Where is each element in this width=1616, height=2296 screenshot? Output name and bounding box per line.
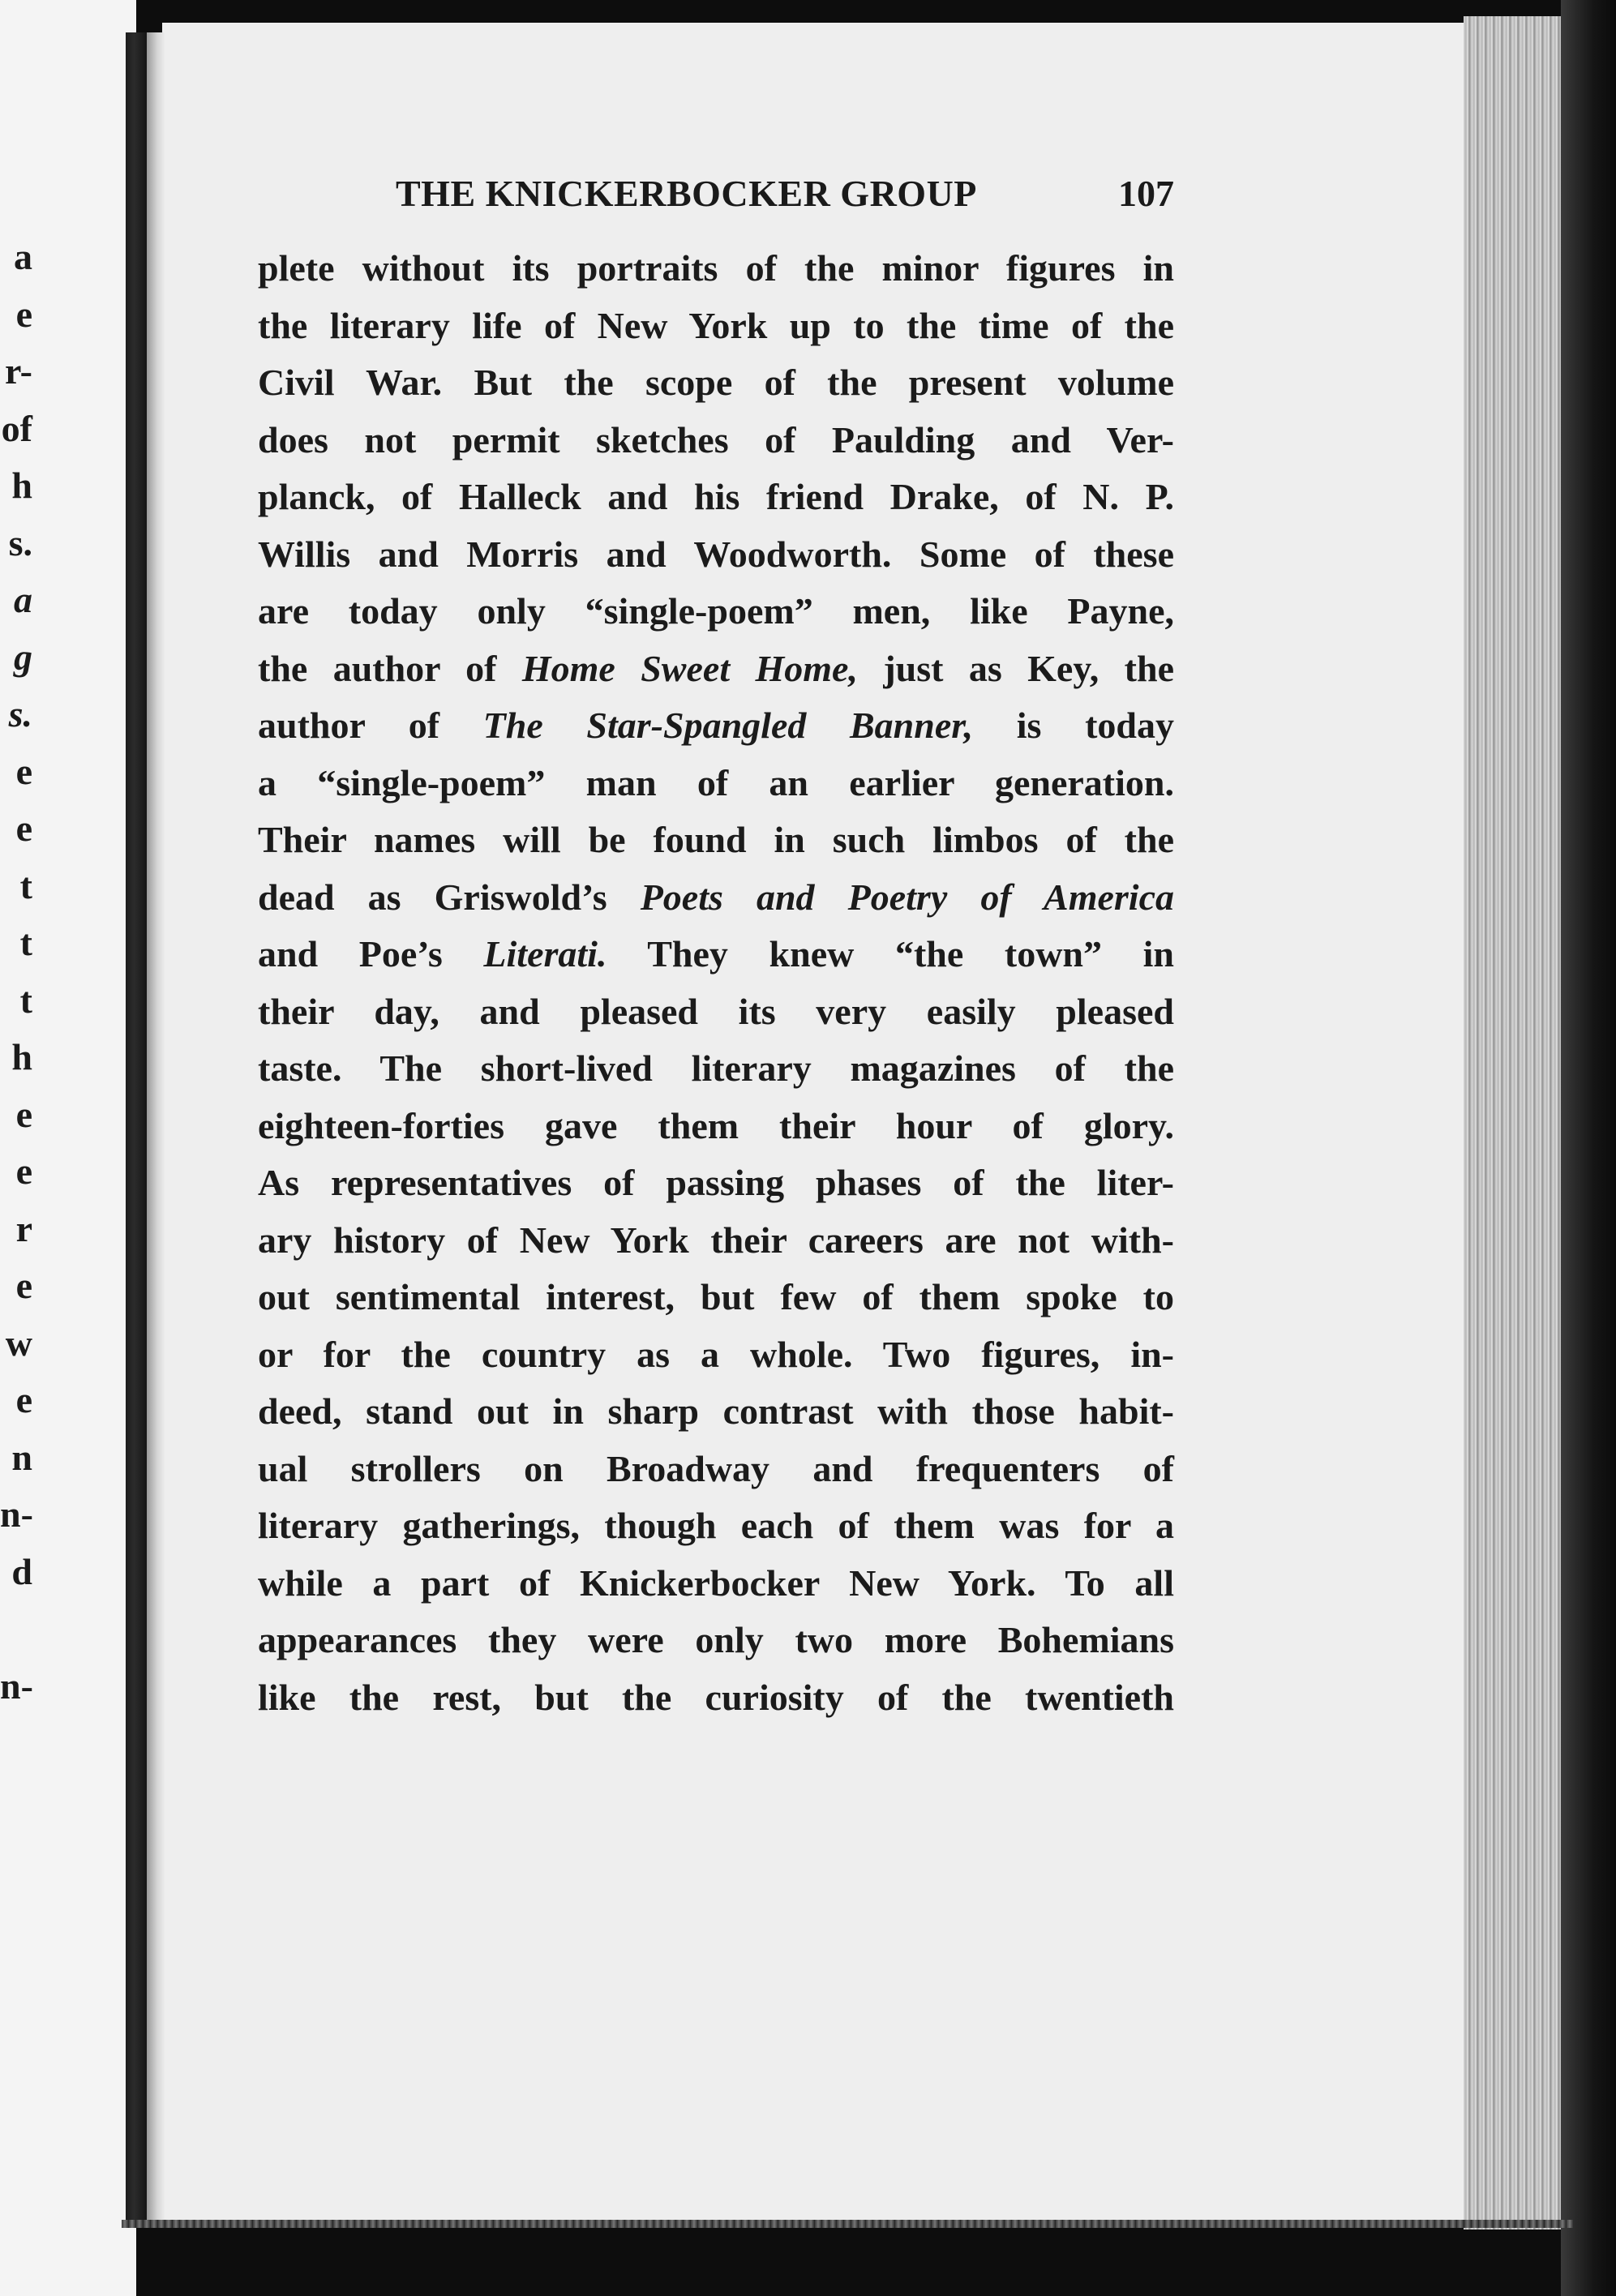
text-segment: ary history of New York their careers are not with- [258, 1219, 1174, 1261]
text-line [258, 1040, 1174, 1098]
text-line [258, 983, 1174, 1041]
left-page-fragment: g [14, 636, 32, 678]
text-segment: a “single-poem” man of an earlier generation. [258, 761, 1174, 803]
left-page-fragment: r- [4, 350, 32, 392]
text-line [258, 640, 1174, 698]
text-line [258, 1326, 1174, 1384]
page-number: 107 [1118, 173, 1174, 214]
text-segment: are today only “single-poem” men, like Payne, [258, 590, 1174, 632]
text-segment: As representatives of passing phases of the liter- [258, 1162, 1174, 1203]
left-facing-page [0, 0, 136, 2296]
text-line [258, 354, 1174, 412]
left-page-fragment: t [19, 979, 32, 1021]
left-page-fragment: n [11, 1436, 32, 1478]
text-segment: Civil War. But the scope of the present volume [258, 362, 1174, 403]
text-line [258, 1612, 1174, 1669]
text-segment: or for the country as a whole. Two figures, in- [258, 1333, 1174, 1375]
text-segment: the literary life of New York up to the time of the [258, 304, 1174, 346]
left-page-fragment: w [5, 1321, 32, 1364]
text-segment: out sentimental interest, but few of them spoke to [258, 1276, 1174, 1317]
book-cover-edge [1561, 0, 1616, 2296]
text-line [258, 1098, 1174, 1155]
text-line [258, 1555, 1174, 1613]
running-head [258, 172, 1174, 224]
text-line [258, 526, 1174, 584]
text-segment: while a part of Knickerbocker New York. To all [258, 1561, 1174, 1604]
text-segment: ual strollers on Broadway and frequenters of [258, 1447, 1174, 1489]
text-line [258, 1154, 1174, 1212]
text-line [258, 469, 1174, 526]
text-segment: author of [258, 705, 483, 746]
left-page-fragment: h [11, 1036, 32, 1077]
left-page-fragment: e [15, 1265, 32, 1306]
text-segment: literary gatherings, though each of them was for a [258, 1505, 1174, 1546]
running-head-title: THE KNICKERBOCKER GROUP [396, 173, 977, 214]
text-segment: deed, stand out in sharp contrast with those habit- [258, 1390, 1174, 1432]
left-page-fragment [0, 1600, 32, 1658]
text-segment: just as Key, the [857, 647, 1174, 689]
text-line [258, 812, 1174, 869]
left-page-fragment: e [15, 807, 32, 849]
left-page-fragment: s. [8, 693, 32, 735]
gutter-shadow [147, 32, 165, 2221]
text-segment: Willis and Morris and Woodworth. Some of these [258, 533, 1174, 575]
left-page-fragment: a [14, 579, 32, 620]
text-line [258, 869, 1174, 927]
text-segment: planck, of Halleck and his friend Drake, of N. P. [258, 476, 1174, 517]
text-segment: is today [973, 705, 1174, 746]
left-page-fragment: s. [8, 521, 32, 563]
left-page-line-fragments [0, 229, 32, 1715]
text-segment: plete without its portraits of the minor figures in [258, 247, 1174, 289]
left-page-fragment: of [1, 407, 32, 449]
text-line [258, 1441, 1174, 1498]
italic-title: Home Sweet Home, [521, 647, 858, 689]
text-line [258, 1497, 1174, 1555]
text-segment: They knew “the town” in [607, 933, 1174, 975]
left-page-fragment: d [11, 1550, 32, 1592]
text-segment: dead as Griswold’s [258, 876, 641, 918]
text-line [258, 1212, 1174, 1270]
left-page-fragment: r [15, 1207, 32, 1249]
binding-gutter [126, 32, 147, 2221]
italic-title: Literati. [483, 933, 607, 975]
left-page-fragment: e [15, 293, 32, 335]
text-segment: taste. The short-lived literary magazines of the [258, 1047, 1174, 1089]
left-page-fragment: a [14, 236, 32, 277]
text-segment: does not permit sketches of Paulding and Ver- [258, 418, 1174, 460]
left-page-fragment: h [11, 465, 32, 506]
page-edges [1464, 16, 1561, 2230]
body-text [258, 240, 1174, 1726]
text-line [258, 1383, 1174, 1441]
left-page-fragment: e [15, 1150, 32, 1192]
left-page-fragment: e [15, 750, 32, 792]
text-line [258, 697, 1174, 755]
text-segment: and Poe’s [258, 933, 484, 975]
left-page-fragment: e [15, 1379, 32, 1420]
text-segment: their day, and pleased its very easily pleased [258, 990, 1174, 1032]
text-line [258, 1269, 1174, 1326]
left-page-fragment: t [19, 864, 32, 906]
left-page-fragment: n- [0, 1493, 33, 1535]
text-line [258, 240, 1174, 298]
text-segment: the author of [258, 647, 522, 689]
text-line [258, 755, 1174, 812]
left-page-fragment: t [19, 922, 32, 963]
italic-title: The Star-Spangled Banner, [482, 705, 974, 746]
text-segment: Their names will be found in such limbos of the [258, 819, 1174, 860]
text-line [258, 1669, 1174, 1727]
text-segment: eighteen-forties gave them their hour of glory. [258, 1104, 1174, 1146]
text-line [258, 926, 1174, 983]
left-page-fragment: e [15, 1093, 32, 1135]
text-line [258, 412, 1174, 469]
text-segment: like the rest, but the curiosity of the twentieth [258, 1676, 1174, 1718]
text-segment: appearances they were only two more Bohemians [258, 1619, 1174, 1660]
left-page-fragment: n- [0, 1664, 33, 1707]
text-line [258, 298, 1174, 355]
italic-title: Poets and Poetry of America [640, 876, 1174, 918]
bottom-page-edge [122, 2220, 1573, 2228]
text-line [258, 583, 1174, 640]
